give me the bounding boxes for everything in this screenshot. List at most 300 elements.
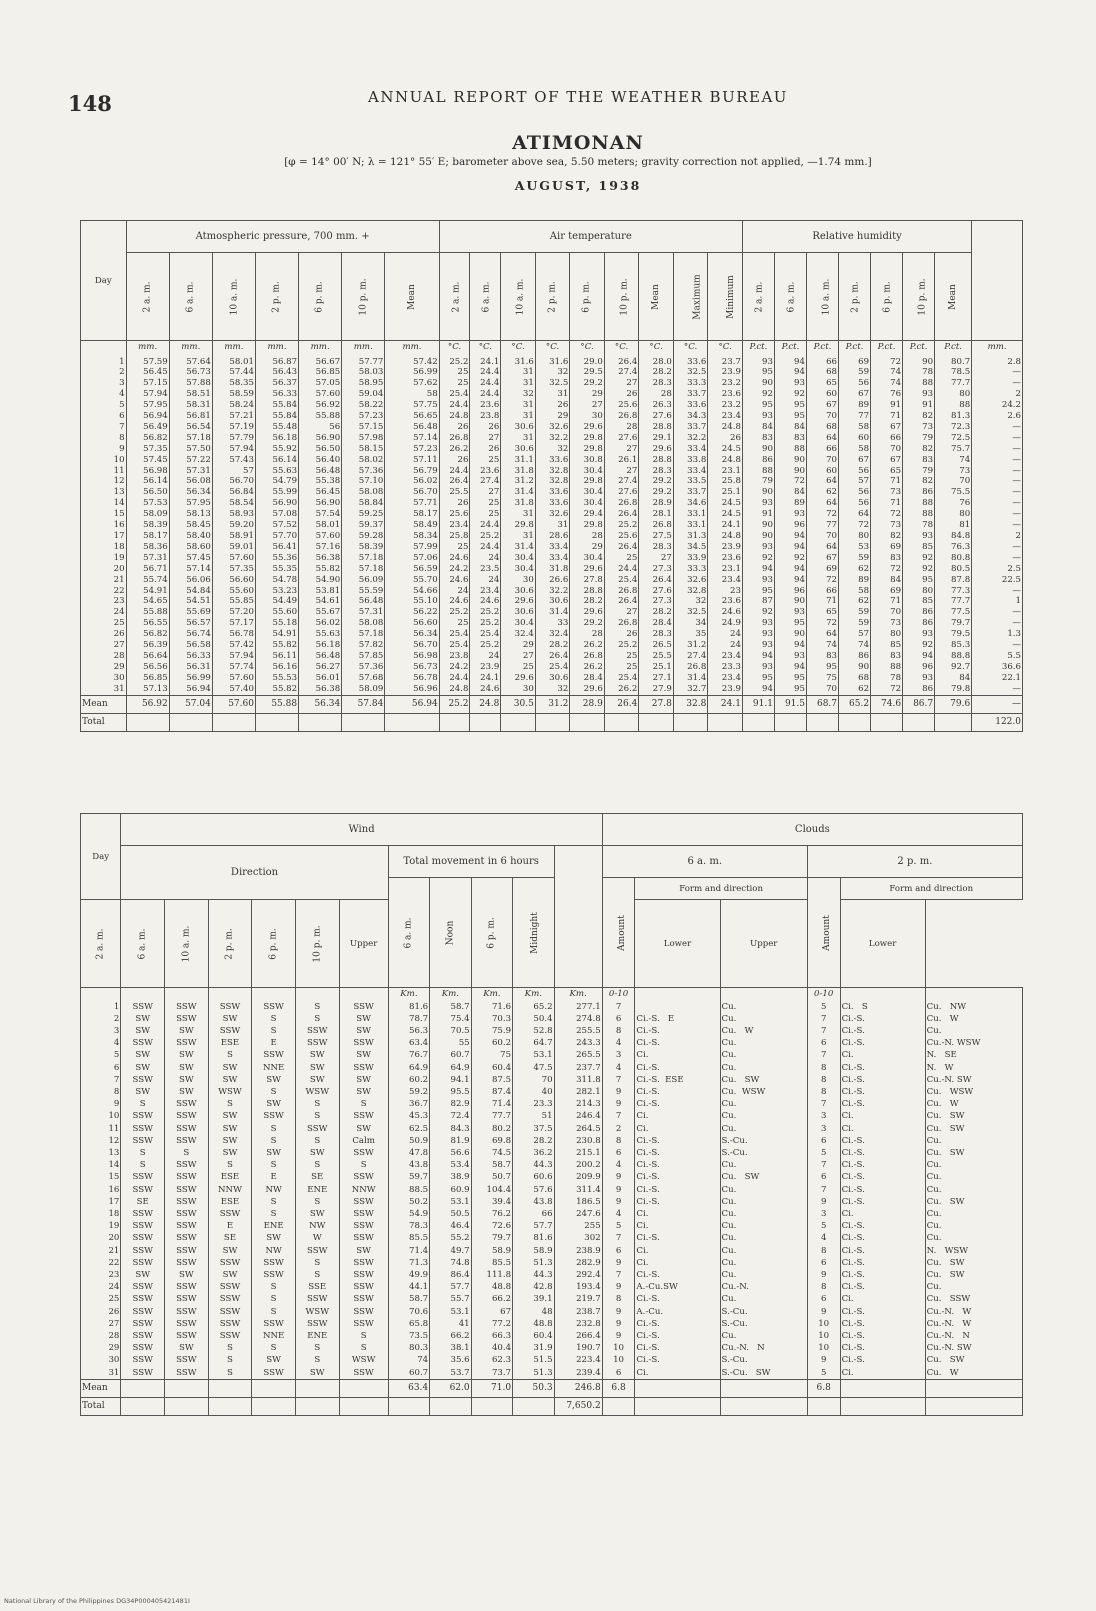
- data-cell: SW: [165, 1342, 209, 1354]
- empty-cell: [720, 1397, 807, 1415]
- table-row: [81, 1208, 1023, 1220]
- data-cell: 33.7: [673, 422, 708, 433]
- data-cell: Ci.: [840, 1049, 925, 1061]
- data-cell: 69: [806, 564, 838, 575]
- day-cell: 12: [81, 476, 127, 487]
- data-cell: Ci.: [840, 1110, 925, 1122]
- data-cell: SW: [165, 1025, 209, 1037]
- data-cell: Ci. S: [840, 1001, 925, 1013]
- data-cell: 5: [807, 1001, 840, 1013]
- data-cell: 239.4: [554, 1367, 602, 1380]
- day-cell: 13: [81, 1147, 121, 1159]
- mean-cell: 27.8: [639, 695, 674, 713]
- data-cell: 32.8: [673, 586, 708, 597]
- data-cell: 67: [839, 455, 871, 466]
- data-cell: 26.2: [604, 684, 639, 695]
- data-cell: 24.9: [708, 618, 743, 629]
- humidity-col-header: 6 a. m.: [774, 253, 806, 341]
- data-cell: 60.7: [388, 1367, 429, 1380]
- data-cell: 80.2: [471, 1123, 512, 1135]
- data-cell: 193.4: [554, 1281, 602, 1293]
- data-cell: 88.8: [935, 651, 972, 662]
- data-cell: 93: [742, 498, 774, 509]
- data-cell: 80: [935, 509, 972, 520]
- data-cell: 90: [742, 531, 774, 542]
- data-cell: 88: [774, 444, 806, 455]
- data-cell: 93: [742, 411, 774, 422]
- data-cell: 84: [871, 575, 903, 586]
- mean-cell: 68.7: [806, 695, 838, 713]
- data-cell: 3: [807, 1208, 840, 1220]
- data-cell: 84: [742, 422, 774, 433]
- data-cell: 24.8: [708, 422, 743, 433]
- data-cell: 94: [742, 684, 774, 695]
- data-cell: 96: [903, 662, 935, 673]
- data-cell: SSW: [339, 1367, 388, 1380]
- data-cell: 93: [903, 389, 935, 400]
- station-title: ATIMONAN: [512, 132, 644, 154]
- data-cell: 24.1: [470, 673, 501, 684]
- data-cell: Cu.: [925, 1025, 1022, 1037]
- data-cell: 29.4: [570, 509, 605, 520]
- data-cell: 56.70: [212, 476, 255, 487]
- data-cell: 32.8: [535, 466, 570, 477]
- unit-cell: P.ct.: [742, 341, 774, 354]
- data-cell: 2.6: [972, 411, 1023, 422]
- data-cell: 26.8: [604, 498, 639, 509]
- mean-cell: 25.2: [439, 695, 470, 713]
- data-cell: 74.8: [430, 1257, 471, 1269]
- data-cell: SSW: [165, 1281, 209, 1293]
- data-cell: S: [252, 1013, 296, 1025]
- wind-direction-header: Direction: [121, 846, 388, 900]
- data-cell: 23.4: [708, 673, 743, 684]
- data-cell: 57.16: [299, 542, 342, 553]
- data-cell: 26.3: [639, 400, 674, 411]
- data-cell: 25.2: [439, 607, 470, 618]
- data-cell: 8: [602, 1293, 635, 1305]
- data-cell: Ci.-S.: [635, 1318, 720, 1330]
- data-cell: 85: [903, 542, 935, 553]
- data-cell: 73: [871, 618, 903, 629]
- data-cell: 56.08: [169, 476, 212, 487]
- table-row: [81, 1184, 1023, 1196]
- unit-cell: Km.: [513, 988, 554, 1001]
- data-cell: 66: [806, 354, 838, 368]
- data-cell: SSW: [165, 1037, 209, 1049]
- data-cell: SSW: [339, 1306, 388, 1318]
- data-cell: SSW: [339, 1269, 388, 1281]
- data-cell: Ci.-S.: [840, 1184, 925, 1196]
- data-cell: Ci.-S.: [635, 1025, 720, 1037]
- data-cell: SSW: [165, 1001, 209, 1013]
- day-cell: 14: [81, 498, 127, 509]
- data-cell: 25: [604, 553, 639, 564]
- data-cell: 24: [470, 553, 501, 564]
- unit-cell: Km.: [471, 988, 512, 1001]
- data-cell: 48: [513, 1306, 554, 1318]
- data-cell: 60.6: [513, 1171, 554, 1183]
- empty-cell: [673, 713, 708, 731]
- data-cell: 24.5: [708, 509, 743, 520]
- data-cell: Ci.-S.: [635, 1196, 720, 1208]
- data-cell: 57.95: [126, 400, 169, 411]
- direction-col-header: 6 p. m.: [252, 900, 296, 988]
- data-cell: 29.8: [570, 476, 605, 487]
- data-cell: SSW: [252, 1269, 296, 1281]
- day-cell: 16: [81, 520, 127, 531]
- clouds-header: Clouds: [602, 814, 1022, 846]
- table-row: [81, 1220, 1023, 1232]
- data-cell: SSW: [252, 1049, 296, 1061]
- day-cell: 2: [81, 1013, 121, 1025]
- data-cell: 56.96: [385, 684, 439, 695]
- data-cell: 59: [839, 618, 871, 629]
- data-cell: 33.3: [673, 564, 708, 575]
- temp-col-header: Minimum: [708, 253, 743, 341]
- mean-cell: 24.8: [470, 695, 501, 713]
- wind-clouds-table: [80, 813, 1023, 1416]
- data-cell: Ci.-S.: [635, 1342, 720, 1354]
- table-row: [81, 1159, 1023, 1171]
- data-cell: 23.4: [439, 520, 470, 531]
- data-cell: S: [339, 1159, 388, 1171]
- day-cell: 24: [81, 607, 127, 618]
- data-cell: 56.70: [385, 640, 439, 651]
- data-cell: 58.34: [385, 531, 439, 542]
- data-cell: 90: [742, 487, 774, 498]
- unit-cell: °C.: [439, 341, 470, 354]
- data-cell: 55.38: [299, 476, 342, 487]
- data-cell: 38.9: [430, 1171, 471, 1183]
- data-cell: S: [208, 1049, 252, 1061]
- pressure-col-header: 6 a. m.: [169, 253, 212, 341]
- data-cell: 58.60: [169, 542, 212, 553]
- day-cell: 19: [81, 553, 127, 564]
- data-cell: —: [972, 466, 1023, 477]
- day-cell: 22: [81, 1257, 121, 1269]
- data-cell: 23.2: [708, 378, 743, 389]
- data-cell: 57.94: [126, 389, 169, 400]
- empty-cell: [339, 1379, 388, 1397]
- data-cell: NW: [252, 1245, 296, 1257]
- data-cell: 58.31: [169, 400, 212, 411]
- data-cell: 67: [871, 422, 903, 433]
- data-cell: 50.7: [471, 1171, 512, 1183]
- table-row: [81, 1013, 1023, 1025]
- data-cell: S: [252, 1306, 296, 1318]
- data-cell: 28.3: [639, 466, 674, 477]
- running-head: ANNUAL REPORT OF THE WEATHER BUREAU: [368, 88, 788, 106]
- day-cell: 8: [81, 433, 127, 444]
- data-cell: 25.8: [439, 531, 470, 542]
- data-cell: SSW: [295, 1123, 339, 1135]
- data-cell: 33.4: [535, 542, 570, 553]
- day-cell: 30: [81, 1354, 121, 1366]
- data-cell: 28.2: [570, 596, 605, 607]
- data-cell: 55.99: [255, 487, 298, 498]
- data-cell: 26: [470, 422, 501, 433]
- data-cell: SSW: [121, 1037, 165, 1049]
- mean-cell: 57.04: [169, 695, 212, 713]
- data-cell: 95: [742, 400, 774, 411]
- empty-cell: [470, 713, 501, 731]
- data-cell: Ci.: [635, 1245, 720, 1257]
- data-cell: 25.4: [604, 673, 639, 684]
- data-cell: 64.9: [388, 1062, 429, 1074]
- data-cell: Ci.: [635, 1220, 720, 1232]
- unit-cell: °C.: [501, 341, 536, 354]
- data-cell: 81.6: [388, 1001, 429, 1013]
- data-cell: 88: [903, 509, 935, 520]
- data-cell: 55.88: [126, 607, 169, 618]
- data-cell: Ci.-S.: [840, 1269, 925, 1281]
- data-cell: 72: [871, 509, 903, 520]
- data-cell: SSW: [121, 1110, 165, 1122]
- data-cell: SSW: [208, 1208, 252, 1220]
- data-cell: 59.7: [388, 1171, 429, 1183]
- data-cell: 58.54: [212, 498, 255, 509]
- day-cell: 8: [81, 1086, 121, 1098]
- movement-col-header: Noon: [430, 878, 471, 988]
- data-cell: 26.1: [604, 455, 639, 466]
- data-cell: 87.8: [935, 575, 972, 586]
- movement-col-header: 6 p. m.: [471, 878, 512, 988]
- data-cell: 30.4: [501, 553, 536, 564]
- data-cell: 93: [742, 354, 774, 368]
- data-cell: 29.2: [639, 487, 674, 498]
- day-cell: 5: [81, 1049, 121, 1061]
- data-cell: Cu.-N. SW: [925, 1342, 1022, 1354]
- data-cell: SSW: [208, 1281, 252, 1293]
- data-cell: 57.18: [169, 433, 212, 444]
- day-cell: 28: [81, 651, 127, 662]
- data-cell: 29.6: [501, 673, 536, 684]
- empty-cell: [121, 1379, 165, 1397]
- data-cell: 95: [774, 618, 806, 629]
- data-cell: 70: [935, 476, 972, 487]
- data-cell: SW: [121, 1025, 165, 1037]
- data-cell: 51.3: [513, 1367, 554, 1380]
- data-cell: 51.5: [513, 1354, 554, 1366]
- data-cell: 56.48: [385, 422, 439, 433]
- data-cell: SSW: [165, 1354, 209, 1366]
- data-cell: 27: [470, 487, 501, 498]
- data-cell: —: [972, 433, 1023, 444]
- data-cell: 265.5: [554, 1049, 602, 1061]
- data-cell: 58.95: [342, 378, 385, 389]
- table-row: [81, 1293, 1023, 1305]
- pressure-col-header: Mean: [385, 253, 439, 341]
- data-cell: 73: [903, 422, 935, 433]
- data-cell: 238.7: [554, 1306, 602, 1318]
- table-row: [81, 1037, 1023, 1049]
- data-cell: SSW: [339, 1147, 388, 1159]
- data-cell: 84: [935, 673, 972, 684]
- data-cell: 56: [839, 498, 871, 509]
- data-cell: —: [972, 520, 1023, 531]
- data-cell: 57.22: [169, 455, 212, 466]
- data-cell: 9: [602, 1281, 635, 1293]
- data-cell: Cu.-N. W: [925, 1318, 1022, 1330]
- table-row: [81, 476, 1023, 487]
- data-cell: 57.35: [212, 564, 255, 575]
- data-cell: SSW: [165, 1013, 209, 1025]
- data-cell: 30.6: [501, 422, 536, 433]
- data-cell: 72: [871, 564, 903, 575]
- data-cell: SW: [339, 1074, 388, 1086]
- data-cell: SW: [295, 1147, 339, 1159]
- day-cell: 25: [81, 1293, 121, 1305]
- data-cell: 95: [742, 586, 774, 597]
- unit-cell: P.ct.: [806, 341, 838, 354]
- data-cell: 33: [535, 618, 570, 629]
- data-cell: 78.5: [935, 367, 972, 378]
- data-cell: 57.18: [342, 564, 385, 575]
- data-cell: SW: [339, 1025, 388, 1037]
- wind-header: Wind: [121, 814, 602, 846]
- data-cell: 81.6: [513, 1232, 554, 1244]
- data-cell: 92.7: [935, 662, 972, 673]
- data-cell: S: [252, 1086, 296, 1098]
- data-cell: 24: [708, 629, 743, 640]
- data-cell: —: [972, 553, 1023, 564]
- data-cell: 81.3: [935, 411, 972, 422]
- data-cell: 24.4: [439, 400, 470, 411]
- data-cell: 66: [513, 1208, 554, 1220]
- data-cell: 59.37: [342, 520, 385, 531]
- data-cell: Ci.-S.: [840, 1037, 925, 1049]
- data-cell: 8: [602, 1025, 635, 1037]
- data-cell: 95: [774, 400, 806, 411]
- data-cell: 26.8: [439, 433, 470, 444]
- day-cell: 10: [81, 1110, 121, 1122]
- data-cell: 31.4: [535, 607, 570, 618]
- data-cell: —: [972, 542, 1023, 553]
- data-cell: 57.99: [385, 542, 439, 553]
- unit-cell: [208, 988, 252, 1001]
- data-cell: 58.22: [342, 400, 385, 411]
- table-row: [81, 1147, 1023, 1159]
- data-cell: Cu.: [720, 1232, 807, 1244]
- table-row: [81, 640, 1023, 651]
- data-cell: 96: [774, 586, 806, 597]
- data-cell: 65: [806, 607, 838, 618]
- data-cell: 28: [639, 389, 674, 400]
- day-cell: 19: [81, 1220, 121, 1232]
- data-cell: 3: [602, 1049, 635, 1061]
- data-cell: 66: [806, 444, 838, 455]
- data-cell: 36.2: [513, 1147, 554, 1159]
- data-cell: 90: [774, 455, 806, 466]
- empty-cell: [935, 713, 972, 731]
- day-cell: 26: [81, 1306, 121, 1318]
- data-cell: 5: [807, 1220, 840, 1232]
- data-cell: 66: [871, 433, 903, 444]
- data-cell: SW: [121, 1062, 165, 1074]
- data-cell: 56.84: [212, 487, 255, 498]
- data-cell: 80.7: [935, 354, 972, 368]
- data-cell: 58.39: [126, 520, 169, 531]
- data-cell: 7: [807, 1159, 840, 1171]
- movement-col-header: 6 a. m.: [388, 878, 429, 988]
- data-cell: 58.09: [342, 684, 385, 695]
- data-cell: Ci.-S.: [635, 1037, 720, 1049]
- data-cell: Cu.: [925, 1281, 1022, 1293]
- data-cell: 29: [570, 542, 605, 553]
- data-cell: Ci.-S.: [635, 1330, 720, 1342]
- data-cell: —: [972, 509, 1023, 520]
- data-cell: 56.67: [299, 354, 342, 368]
- data-cell: SSW: [121, 1318, 165, 1330]
- data-cell: 56.18: [299, 640, 342, 651]
- day-cell: 7: [81, 1074, 121, 1086]
- data-cell: SSW: [165, 1098, 209, 1110]
- data-cell: 25.4: [439, 389, 470, 400]
- data-cell: SW: [339, 1086, 388, 1098]
- data-cell: —: [972, 378, 1023, 389]
- data-cell: 31: [501, 400, 536, 411]
- data-cell: Cu.-N. SW: [925, 1074, 1022, 1086]
- unit-row: [81, 341, 1023, 354]
- data-cell: S: [295, 1098, 339, 1110]
- data-cell: 27: [604, 607, 639, 618]
- data-cell: 55.2: [430, 1232, 471, 1244]
- data-cell: 69.8: [471, 1135, 512, 1147]
- data-cell: 57.64: [169, 354, 212, 368]
- unit-cell: °C.: [604, 341, 639, 354]
- unit-cell: [295, 988, 339, 1001]
- data-cell: 58.45: [169, 520, 212, 531]
- data-cell: SSW: [339, 1001, 388, 1013]
- data-cell: Cu.: [720, 1184, 807, 1196]
- data-cell: 57.59: [126, 354, 169, 368]
- data-cell: 54.84: [169, 586, 212, 597]
- data-cell: 78: [903, 520, 935, 531]
- data-cell: 55.53: [255, 673, 298, 684]
- data-cell: 38.1: [430, 1342, 471, 1354]
- data-cell: Ci.: [635, 1110, 720, 1122]
- data-cell: S: [295, 1196, 339, 1208]
- data-cell: 80: [871, 629, 903, 640]
- data-cell: 5.5: [972, 651, 1023, 662]
- data-cell: Cu.: [720, 1208, 807, 1220]
- data-cell: SSW: [295, 1318, 339, 1330]
- data-cell: E: [252, 1037, 296, 1049]
- data-cell: 95: [742, 673, 774, 684]
- data-cell: S: [252, 1025, 296, 1037]
- day-cell: 25: [81, 618, 127, 629]
- data-cell: 7: [602, 1269, 635, 1281]
- data-cell: 26.4: [604, 354, 639, 368]
- data-cell: 29.6: [570, 564, 605, 575]
- data-cell: 27.6: [604, 487, 639, 498]
- data-cell: 57.42: [212, 640, 255, 651]
- data-cell: —: [972, 607, 1023, 618]
- data-cell: 30: [501, 684, 536, 695]
- data-cell: 7: [602, 1110, 635, 1122]
- data-cell: 33.6: [673, 354, 708, 368]
- data-cell: Ci.-S.: [840, 1330, 925, 1342]
- data-cell: 90: [742, 444, 774, 455]
- empty-cell: [342, 713, 385, 731]
- data-cell: Ci.-S.: [840, 1245, 925, 1257]
- data-cell: 30: [501, 575, 536, 586]
- data-cell: 53.1: [430, 1196, 471, 1208]
- day-cell: 31: [81, 1367, 121, 1380]
- data-cell: 28.6: [535, 531, 570, 542]
- data-cell: 56.81: [169, 411, 212, 422]
